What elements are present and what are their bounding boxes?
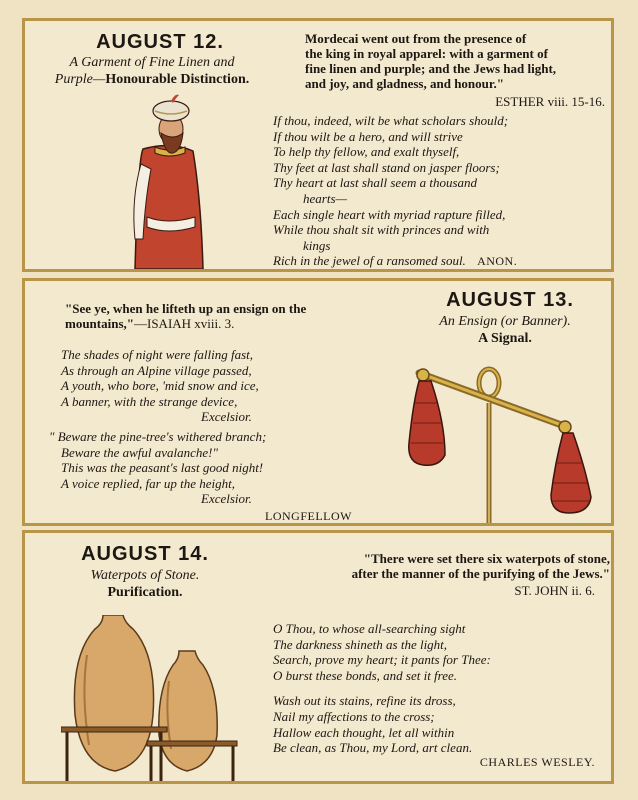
poem-line: Nail my affections to the cross; (273, 708, 435, 724)
scripture-reference: ESTHER viii. 15-16. (495, 94, 605, 109)
poem-line: As through an Alpine village passed, (61, 362, 252, 378)
entry-date: AUGUST 14. (81, 543, 209, 565)
poem-line: This was the peasant's last good night! (61, 460, 264, 476)
entry-august-12 (22, 18, 614, 272)
author: CHARLES WESLEY. (479, 755, 595, 769)
scripture-reference: ST. JOHN ii. 6. (514, 583, 595, 598)
subtitle-italic: Purple— (54, 72, 106, 87)
quote-text: mountains," (65, 316, 134, 331)
mordecai-illustration (113, 89, 223, 269)
poem (273, 621, 613, 756)
quote-line: Mordecai went out from the presence of (305, 31, 527, 46)
poem-line-text: Rich in the jewel of a ransomed soul. (273, 253, 466, 269)
quote-line: after the manner of the purifying of the Jews." (351, 566, 610, 581)
poem-line: hearts— (303, 190, 348, 206)
author: LONGFELLOW (265, 509, 352, 523)
quote-line: "See ye, when he lifteth up an ensign on the (65, 301, 307, 316)
entry-date: AUGUST 12. (96, 31, 224, 53)
subtitle-line (27, 71, 277, 88)
poem-line: Excelsior. (201, 409, 252, 425)
poem-line: O burst these bonds, and set it free. (273, 667, 458, 683)
subtitle-line: Waterpots of Stone. (90, 568, 200, 583)
poem-line: A voice replied, far up the height, (61, 475, 236, 491)
quote-line: and joy, and gladness, and honour." (305, 76, 504, 91)
entry-date: AUGUST 13. (446, 289, 574, 311)
poem-line: Beware the awful avalanche!" (61, 444, 218, 460)
scripture-quote (65, 301, 395, 331)
poem-line: Be clean, as Thou, my Lord, art clean. (273, 740, 473, 756)
poem (49, 347, 381, 507)
poem-line (273, 253, 613, 270)
entry-subtitle (27, 54, 277, 88)
subtitle-bold: A Signal. (478, 331, 532, 346)
subtitle-line: An Ensign (or Banner). (439, 314, 571, 329)
poem (273, 113, 613, 270)
poem-line: To help thy fellow, and exalt thyself, (273, 144, 460, 160)
waterpots-illustration (61, 615, 261, 781)
poem-line: Search, prove my heart; it pants for Thee: (273, 652, 491, 668)
poem-line: kings (303, 237, 331, 253)
entry-subtitle (50, 567, 240, 601)
poem-line: O Thou, to whose all-searching sight (273, 621, 466, 636)
poem-line: Excelsior. (201, 491, 252, 507)
subtitle-bold: Purification. (107, 585, 183, 600)
poem-line: If thou, indeed, wilt be what scholars should; (273, 113, 509, 128)
poem-line: Thy feet at last shall stand on jasper floors; (273, 159, 500, 175)
poem-line: A banner, with the strange device, (61, 393, 238, 409)
quote-line (65, 316, 395, 331)
author: ANON. (477, 254, 518, 269)
poem-line: While thou shalt sit with princes and with (273, 222, 490, 238)
poem-line: The shades of night were falling fast, (61, 347, 253, 362)
quote-line: the king in royal apparel: with a garment of (305, 46, 548, 61)
scripture-quote (305, 31, 605, 91)
scripture-reference: —ISAIAH xviii. 3. (134, 316, 235, 331)
ensign-banner-illustration (405, 363, 605, 523)
quote-line: "There were set there six waterpots of stone, (363, 551, 610, 566)
entry-subtitle (395, 313, 615, 347)
poem-line: If thou wilt be a hero, and will strive (273, 128, 463, 144)
entry-august-13 (22, 278, 614, 526)
poem-line: Thy heart at last shall seem a thousand (273, 175, 478, 191)
poem-line: Hallow each thought, let all within (273, 724, 455, 740)
subtitle-line: A Garment of Fine Linen and (69, 55, 235, 70)
scripture-quote (280, 551, 610, 581)
poem-line: A youth, who bore, 'mid snow and ice, (61, 378, 259, 394)
poem-line: Each single heart with myriad rapture filled, (273, 206, 506, 222)
entry-august-14 (22, 530, 614, 784)
quote-line: fine linen and purple; and the Jews had light, (305, 61, 557, 76)
subtitle-bold: Honourable Distinction. (105, 72, 250, 87)
poem-line: The darkness shineth as the light, (273, 636, 448, 652)
poem-line: " Beware the pine-tree's withered branch; (49, 428, 267, 444)
poem-line: Wash out its stains, refine its dross, (273, 693, 456, 709)
